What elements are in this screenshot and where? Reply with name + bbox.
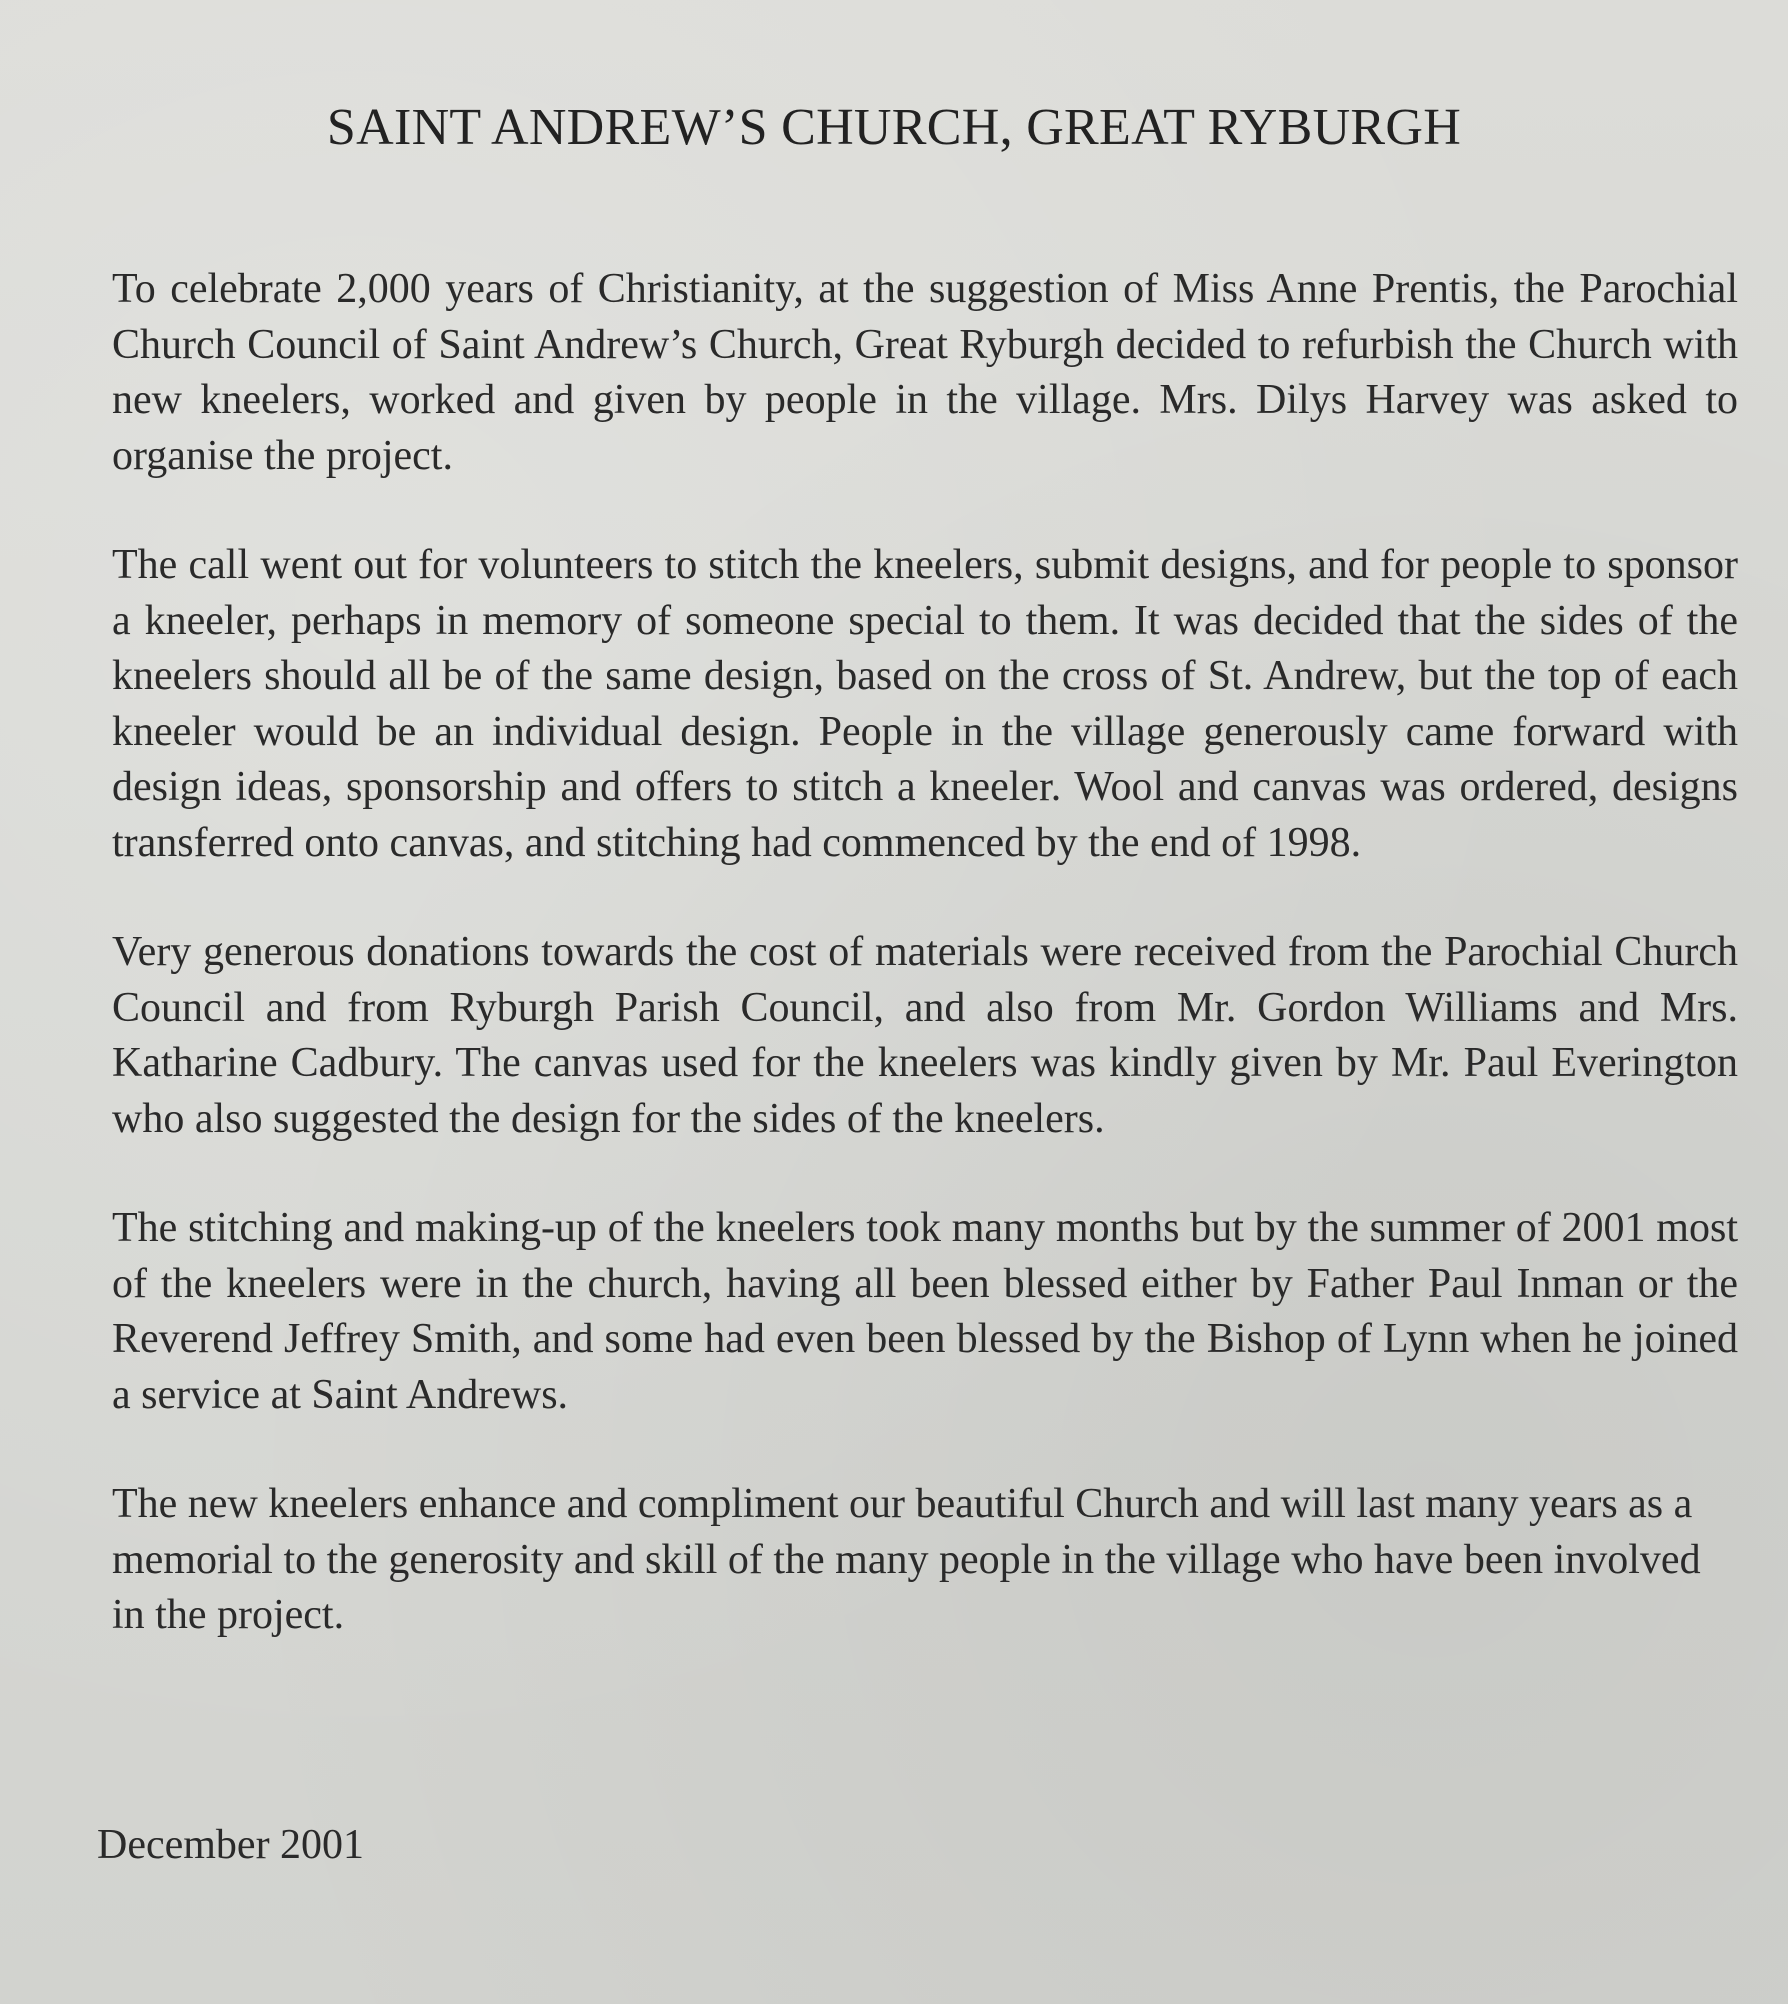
paragraph-volunteers: The call went out for volunteers to stitch the kneelers, submit designs, and for people to sponsor a kneeler, perhaps in memory of someone special to them. It was decided that the sides of the kneelers should all be of the same design, based on the cross of St. Andrew, but the top of each kneeler would be an individual design. People in the village generously came forward with design ideas, sponsorship and offers to stitch a kneeler. Wool and canvas was ordered, designs transferred onto canvas, and stitching had commenced by the end of 1998. <box>112 542 1738 866</box>
document-date: December 2001 <box>97 1822 365 1868</box>
document-title: SAINT ANDREW’S CHURCH, GREAT RYBURGH <box>326 99 1462 156</box>
paragraph-stitching: The stitching and making-up of the kneelers took many months but by the summer of 2001 most of the kneelers were in the church, having all been blessed either by Father Paul Inman or the Reverend Jeffrey Smith, and some had even been blessed by the Bishop of Lynn when he joined a service at Saint Andrews. <box>112 1205 1738 1418</box>
paragraph-closing: The new kneelers enhance and compliment our beautiful Church and will last many years as a memorial to the generosity and skill of the many people in the village who have been involved in the project. <box>112 1481 1701 1638</box>
paragraph-donations: Very generous donations towards the cost of materials were received from the Parochial Church Council and from Ryburgh Parish Council, and also from Mr. Gordon Williams and Mrs. Katharine Cadbury. The canvas used for the kneelers was kindly given by Mr. Paul Everington who also suggested the design for the sides of the kneelers. <box>112 929 1738 1142</box>
paragraph-introduction: To celebrate 2,000 years of Christianity, at the suggestion of Miss Anne Prentis, the Parochial Church Council of Saint Andrew’s Church, Great Ryburgh decided to refurbish the Church with new kneelers, worked and given by people in the village. Mrs. Dilys Harvey was asked to organise the project. <box>112 266 1738 479</box>
document-body <box>112 262 1738 1698</box>
